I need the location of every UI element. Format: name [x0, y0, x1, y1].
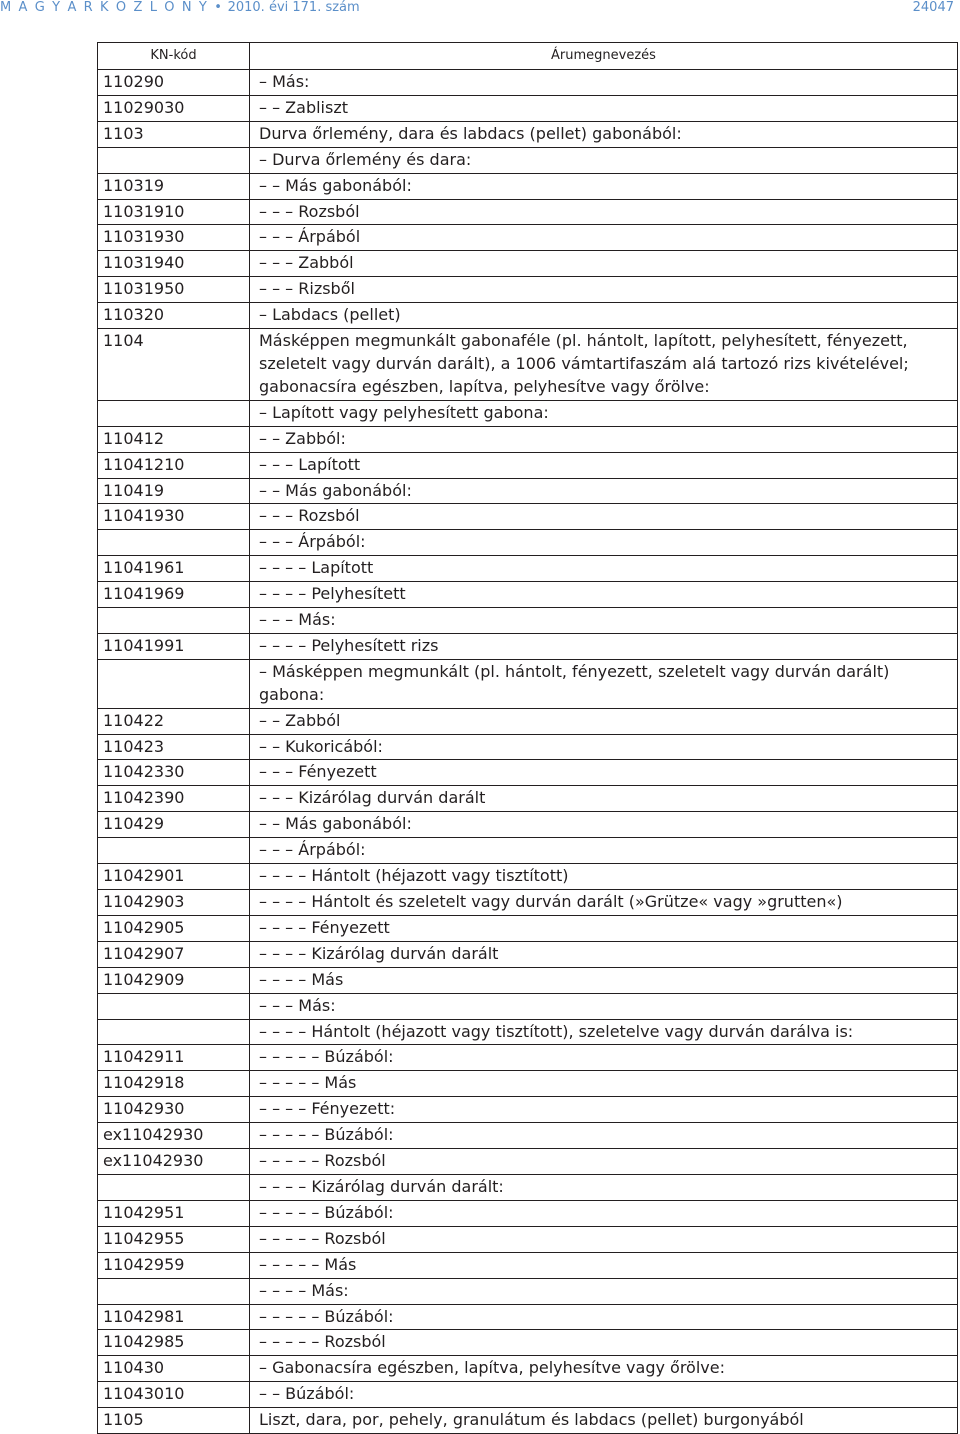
- table-row: [98, 504, 958, 530]
- kn-code-cell: 11031950: [98, 277, 250, 303]
- description-cell: [250, 608, 958, 634]
- description-cell: [250, 659, 958, 708]
- table-row: [98, 708, 958, 734]
- description-text: – – Zabliszt: [259, 97, 348, 117]
- kn-code-cell: 11042909: [98, 967, 250, 993]
- description-text: – – – – Hántolt és szeletelt vagy durván darált (»Grütze« vagy »grutten«): [259, 892, 843, 911]
- kn-code-cell: [98, 608, 250, 634]
- issue-label: 2010. évi 171. szám: [227, 0, 360, 15]
- description-cell: [250, 915, 958, 941]
- description-text: – – – – – Rozsból: [259, 1151, 386, 1171]
- description-cell: [250, 303, 958, 329]
- table-row: [98, 147, 958, 173]
- description-text: – Labdacs (pellet): [259, 305, 401, 325]
- description-cell: [250, 1382, 958, 1408]
- description-cell: [250, 633, 958, 659]
- description-text: – Lapított vagy pelyhesített gabona:: [259, 402, 549, 422]
- table-row: [98, 1097, 958, 1123]
- description-text: – – – Lapított: [259, 454, 361, 474]
- description-text: – – Zabból:: [259, 428, 346, 448]
- kn-code-cell: 110422: [98, 708, 250, 734]
- description-cell: [250, 890, 958, 916]
- description-text: – – – – – Rozsból: [259, 1228, 386, 1248]
- kn-code-cell: 11042911: [98, 1045, 250, 1071]
- kn-code-cell: [98, 1174, 250, 1200]
- description-cell: [250, 173, 958, 199]
- table-row: [98, 303, 958, 329]
- kn-code-cell: 11042390: [98, 786, 250, 812]
- kn-code-cell: 11031930: [98, 225, 250, 251]
- kn-code-cell: 110423: [98, 734, 250, 760]
- description-cell: [250, 329, 958, 401]
- description-cell: [250, 1304, 958, 1330]
- description-text: – – – Fényezett: [259, 762, 377, 782]
- description-text: – – – – – Rozsból: [259, 1332, 386, 1352]
- description-text: – Gabonacsíra egészben, lapítva, pelyhesítve vagy őrölve:: [259, 1358, 725, 1378]
- kn-code-cell: 11041210: [98, 452, 250, 478]
- table-row: [98, 426, 958, 452]
- table-row: [98, 1019, 958, 1045]
- table-row: [98, 400, 958, 426]
- description-text: – – – Más:: [259, 995, 336, 1015]
- description-text: – – – – Hántolt (héjazott vagy tisztított), szeletelve vagy durván darálva is:: [259, 1021, 854, 1041]
- table-row: [98, 1382, 958, 1408]
- description-cell: [250, 426, 958, 452]
- kn-code-cell: 11042901: [98, 864, 250, 890]
- description-text: – – – – Pelyhesített: [259, 584, 406, 604]
- kn-code-cell: 11042918: [98, 1071, 250, 1097]
- kn-code-cell: 1105: [98, 1408, 250, 1434]
- table-header-row: [98, 43, 958, 70]
- description-cell: [250, 1019, 958, 1045]
- column-header-code: KN-kód: [98, 43, 250, 70]
- description-cell: [250, 1149, 958, 1175]
- kn-code-cell: [98, 147, 250, 173]
- kn-code-cell: [98, 1019, 250, 1045]
- kn-code-cell: 11042330: [98, 760, 250, 786]
- kn-code-cell: 1103: [98, 121, 250, 147]
- table-row: [98, 1045, 958, 1071]
- bullet-separator: •: [214, 0, 222, 15]
- table-row: [98, 225, 958, 251]
- description-cell: [250, 1174, 958, 1200]
- table-row: [98, 890, 958, 916]
- description-cell: [250, 478, 958, 504]
- description-cell: [250, 225, 958, 251]
- table-row: [98, 760, 958, 786]
- description-cell: [250, 530, 958, 556]
- table-row: [98, 1304, 958, 1330]
- description-cell: [250, 786, 958, 812]
- table-row: [98, 556, 958, 582]
- description-text: – – – – Kizárólag durván darált:: [259, 1176, 504, 1196]
- table-row: [98, 915, 958, 941]
- description-text: – – – – Hántolt (héjazott vagy tisztított): [259, 866, 569, 886]
- description-cell: [250, 504, 958, 530]
- kn-code-cell: 11043010: [98, 1382, 250, 1408]
- description-cell: [250, 251, 958, 277]
- description-text: – – – Más:: [259, 610, 336, 630]
- table-row: [98, 1226, 958, 1252]
- journal-title: M A G Y A R K Ö Z L Ö N Y: [0, 0, 209, 15]
- table-row: [98, 582, 958, 608]
- description-text: – – Más gabonából:: [259, 175, 412, 195]
- kn-code-cell: [98, 993, 250, 1019]
- description-text: – – – Rozsból: [259, 201, 360, 221]
- description-text: – – – – Lapított: [259, 558, 374, 578]
- table-row: [98, 277, 958, 303]
- table-row: [98, 608, 958, 634]
- description-text: – – – Árpából: [259, 227, 361, 247]
- kn-code-cell: 11041991: [98, 633, 250, 659]
- description-text: – – – Rozsból: [259, 506, 360, 526]
- table-row: [98, 121, 958, 147]
- table-row: [98, 70, 958, 96]
- description-cell: [250, 708, 958, 734]
- description-text: – – – Kizárólag durván darált: [259, 788, 486, 808]
- description-cell: [250, 941, 958, 967]
- description-text: Másképpen megmunkált gabonaféle (pl. hántolt, lapított, pelyhesített, fényezett, szeletelt vagy durván darált), a 1006 vámtartifaszám alá tartozó rizs kivételével; gabonacsíra egészben, lapítva, pelyhesítve vagy őrölve:: [259, 331, 909, 396]
- table-row: [98, 1200, 958, 1226]
- description-text: – – Zabból: [259, 710, 341, 730]
- description-cell: [250, 993, 958, 1019]
- kn-code-cell: ex11042930: [98, 1149, 250, 1175]
- table-row: [98, 633, 958, 659]
- description-text: – Durva őrlemény és dara:: [259, 149, 472, 169]
- tariff-table: [97, 42, 958, 1434]
- table-row: [98, 1330, 958, 1356]
- description-cell: [250, 1408, 958, 1434]
- table-row: [98, 452, 958, 478]
- table-row: [98, 967, 958, 993]
- description-cell: [250, 1226, 958, 1252]
- description-cell: [250, 1278, 958, 1304]
- description-text: – – – – – Más: [259, 1254, 357, 1274]
- description-cell: [250, 967, 958, 993]
- description-text: – – – – Fényezett:: [259, 1099, 396, 1119]
- description-text: – – Kukoricából:: [259, 736, 383, 756]
- kn-code-cell: 110429: [98, 812, 250, 838]
- kn-code-cell: 11029030: [98, 95, 250, 121]
- table-row: [98, 199, 958, 225]
- description-cell: [250, 734, 958, 760]
- table-row: [98, 941, 958, 967]
- description-text: – – – – Más:: [259, 1280, 349, 1300]
- description-text: Durva őrlemény, dara és labdacs (pellet) gabonából:: [259, 123, 682, 143]
- description-cell: [250, 582, 958, 608]
- kn-code-cell: [98, 530, 250, 556]
- kn-code-cell: 11042981: [98, 1304, 250, 1330]
- description-cell: [250, 452, 958, 478]
- kn-code-cell: 1104: [98, 329, 250, 401]
- description-cell: [250, 1200, 958, 1226]
- description-text: – Másképpen megmunkált (pl. hántolt, fényezett, szeletelt vagy durván darált) gabona:: [259, 661, 890, 704]
- table-body: [98, 70, 958, 1434]
- kn-code-cell: 110290: [98, 70, 250, 96]
- kn-code-cell: 110412: [98, 426, 250, 452]
- table-row: [98, 1174, 958, 1200]
- description-text: – – Más gabonából:: [259, 480, 412, 500]
- table-row: [98, 1278, 958, 1304]
- kn-code-cell: 110319: [98, 173, 250, 199]
- kn-code-cell: 11041930: [98, 504, 250, 530]
- kn-code-cell: 11031940: [98, 251, 250, 277]
- description-cell: [250, 864, 958, 890]
- description-cell: [250, 1071, 958, 1097]
- table-row: [98, 1149, 958, 1175]
- description-text: – – – Zabból: [259, 253, 354, 273]
- kn-code-cell: [98, 400, 250, 426]
- description-text: – – – – Pelyhesített rizs: [259, 635, 439, 655]
- description-cell: [250, 556, 958, 582]
- description-text: – – – – – Más: [259, 1073, 357, 1093]
- table-row: [98, 251, 958, 277]
- kn-code-cell: ex11042930: [98, 1123, 250, 1149]
- description-text: – – Búzából:: [259, 1384, 355, 1404]
- running-head: [0, 0, 360, 16]
- kn-code-cell: 11042903: [98, 890, 250, 916]
- kn-code-cell: 11042985: [98, 1330, 250, 1356]
- kn-code-cell: 110320: [98, 303, 250, 329]
- kn-code-cell: 11042959: [98, 1252, 250, 1278]
- description-text: – – – – – Búzából:: [259, 1125, 394, 1145]
- kn-code-cell: 11031910: [98, 199, 250, 225]
- description-text: – – – – – Búzából:: [259, 1306, 394, 1326]
- page-number: 24047: [912, 0, 954, 15]
- kn-code-cell: [98, 1278, 250, 1304]
- description-cell: [250, 95, 958, 121]
- description-text: – – – Rizsből: [259, 279, 355, 299]
- description-cell: [250, 760, 958, 786]
- description-text: – – Más gabonából:: [259, 814, 412, 834]
- table-row: [98, 1408, 958, 1434]
- table-row: [98, 786, 958, 812]
- description-cell: [250, 812, 958, 838]
- kn-code-cell: 11042905: [98, 915, 250, 941]
- description-cell: [250, 1045, 958, 1071]
- column-header-description: Árumegnevezés: [250, 43, 958, 70]
- table-row: [98, 734, 958, 760]
- table-row: [98, 530, 958, 556]
- table-row: [98, 1123, 958, 1149]
- description-text: – – – – Más: [259, 969, 344, 989]
- kn-code-cell: 11042930: [98, 1097, 250, 1123]
- kn-code-cell: 110430: [98, 1356, 250, 1382]
- description-text: – – – Árpából:: [259, 840, 366, 860]
- description-cell: [250, 70, 958, 96]
- kn-code-cell: 11042907: [98, 941, 250, 967]
- description-text: Liszt, dara, por, pehely, granulátum és labdacs (pellet) burgonyából: [259, 1410, 804, 1430]
- table-row: [98, 95, 958, 121]
- table-row: [98, 993, 958, 1019]
- description-cell: [250, 1330, 958, 1356]
- description-cell: [250, 121, 958, 147]
- kn-code-cell: 11041969: [98, 582, 250, 608]
- kn-code-cell: 110419: [98, 478, 250, 504]
- description-cell: [250, 147, 958, 173]
- kn-code-cell: 11042951: [98, 1200, 250, 1226]
- kn-code-cell: [98, 659, 250, 708]
- table-row: [98, 864, 958, 890]
- description-text: – – – – – Búzából:: [259, 1047, 394, 1067]
- page-header: [0, 0, 958, 16]
- description-cell: [250, 277, 958, 303]
- table-row: [98, 1252, 958, 1278]
- table-row: [98, 173, 958, 199]
- description-text: – – – – – Búzából:: [259, 1202, 394, 1222]
- table-row: [98, 478, 958, 504]
- kn-code-cell: [98, 838, 250, 864]
- description-text: – – – Árpából:: [259, 532, 366, 552]
- description-cell: [250, 1252, 958, 1278]
- kn-code-cell: 11041961: [98, 556, 250, 582]
- description-text: – – – – Fényezett: [259, 917, 390, 937]
- description-cell: [250, 400, 958, 426]
- description-cell: [250, 1097, 958, 1123]
- table-row: [98, 329, 958, 401]
- description-cell: [250, 199, 958, 225]
- table-row: [98, 838, 958, 864]
- kn-code-cell: 11042955: [98, 1226, 250, 1252]
- table-row: [98, 1071, 958, 1097]
- table-row: [98, 812, 958, 838]
- table-row: [98, 659, 958, 708]
- description-text: – Más:: [259, 72, 310, 91]
- description-cell: [250, 838, 958, 864]
- description-text: – – – – Kizárólag durván darált: [259, 943, 499, 963]
- description-cell: [250, 1123, 958, 1149]
